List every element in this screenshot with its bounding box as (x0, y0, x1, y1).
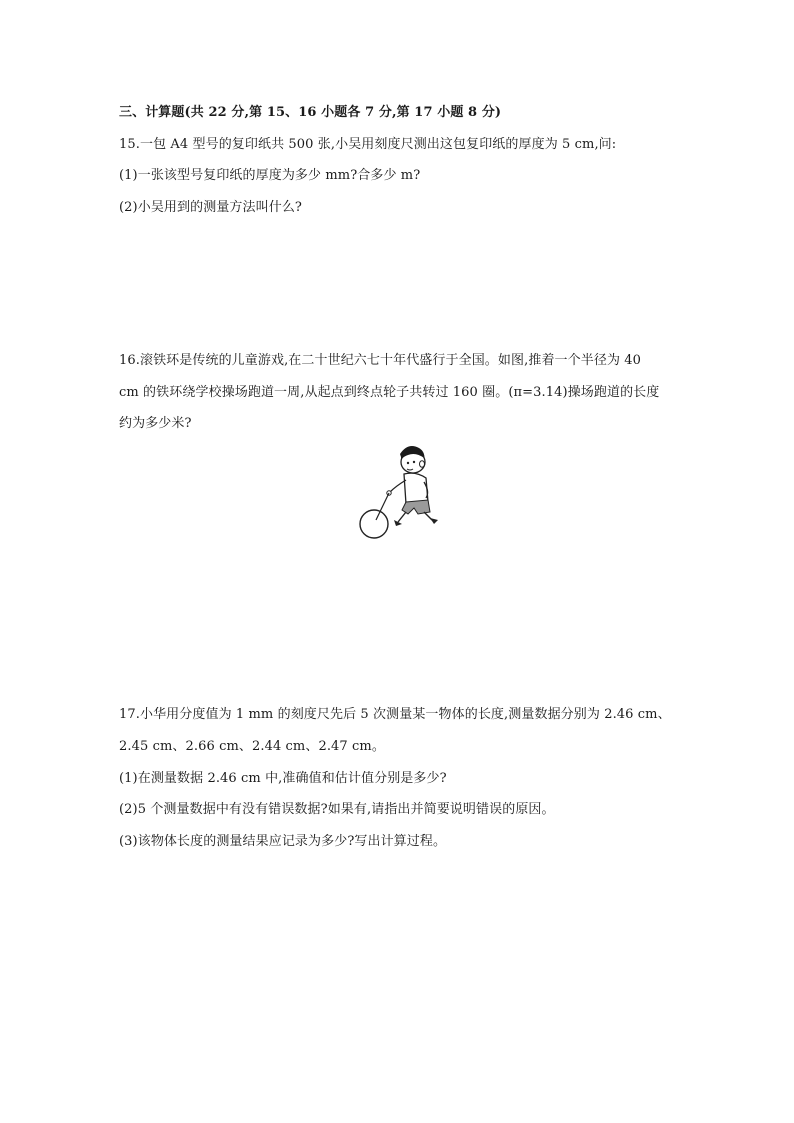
q17-part-3: (3)该物体长度的测量结果应记录为多少?写出计算过程。 (119, 834, 447, 849)
q16-line-1: 16.滚铁环是传统的儿童游戏,在二十世纪六七十年代盛行于全国。如图,推着一个半径为 40 (119, 353, 642, 368)
q17-line-2: 2.45 cm、2.66 cm、2.44 cm、2.47 cm。 (119, 739, 385, 754)
boy-rolling-hoop-illustration (356, 440, 440, 542)
q15-part-1: (1)一张该型号复印纸的厚度为多少 mm?合多少 m? (119, 168, 421, 183)
q16-line-2: cm 的铁环绕学校操场跑道一周,从起点到终点轮子共转过 160 圈。(π=3.14)操场跑道的长度 (119, 385, 660, 400)
section-heading: 三、计算题(共 22 分,第 15、16 小题各 7 分,第 17 小题 8 分) (119, 105, 502, 120)
q15-stem: 15.一包 A4 型号的复印纸共 500 张,小吴用刻度尺测出这包复印纸的厚度为 5 cm,问: (119, 137, 617, 152)
q17-part-2: (2)5 个测量数据中有没有错误数据?如果有,请指出并简要说明错误的原因。 (119, 802, 555, 817)
q15-part-2: (2)小吴用到的测量方法叫什么? (119, 200, 302, 215)
q16-line-3: 约为多少米? (119, 416, 192, 431)
q17-line-1: 17.小华用分度值为 1 mm 的刻度尺先后 5 次测量某一物体的长度,测量数据分别为 2.46 cm、 (119, 707, 671, 722)
q17-part-1: (1)在测量数据 2.46 cm 中,准确值和估计值分别是多少? (119, 771, 447, 786)
